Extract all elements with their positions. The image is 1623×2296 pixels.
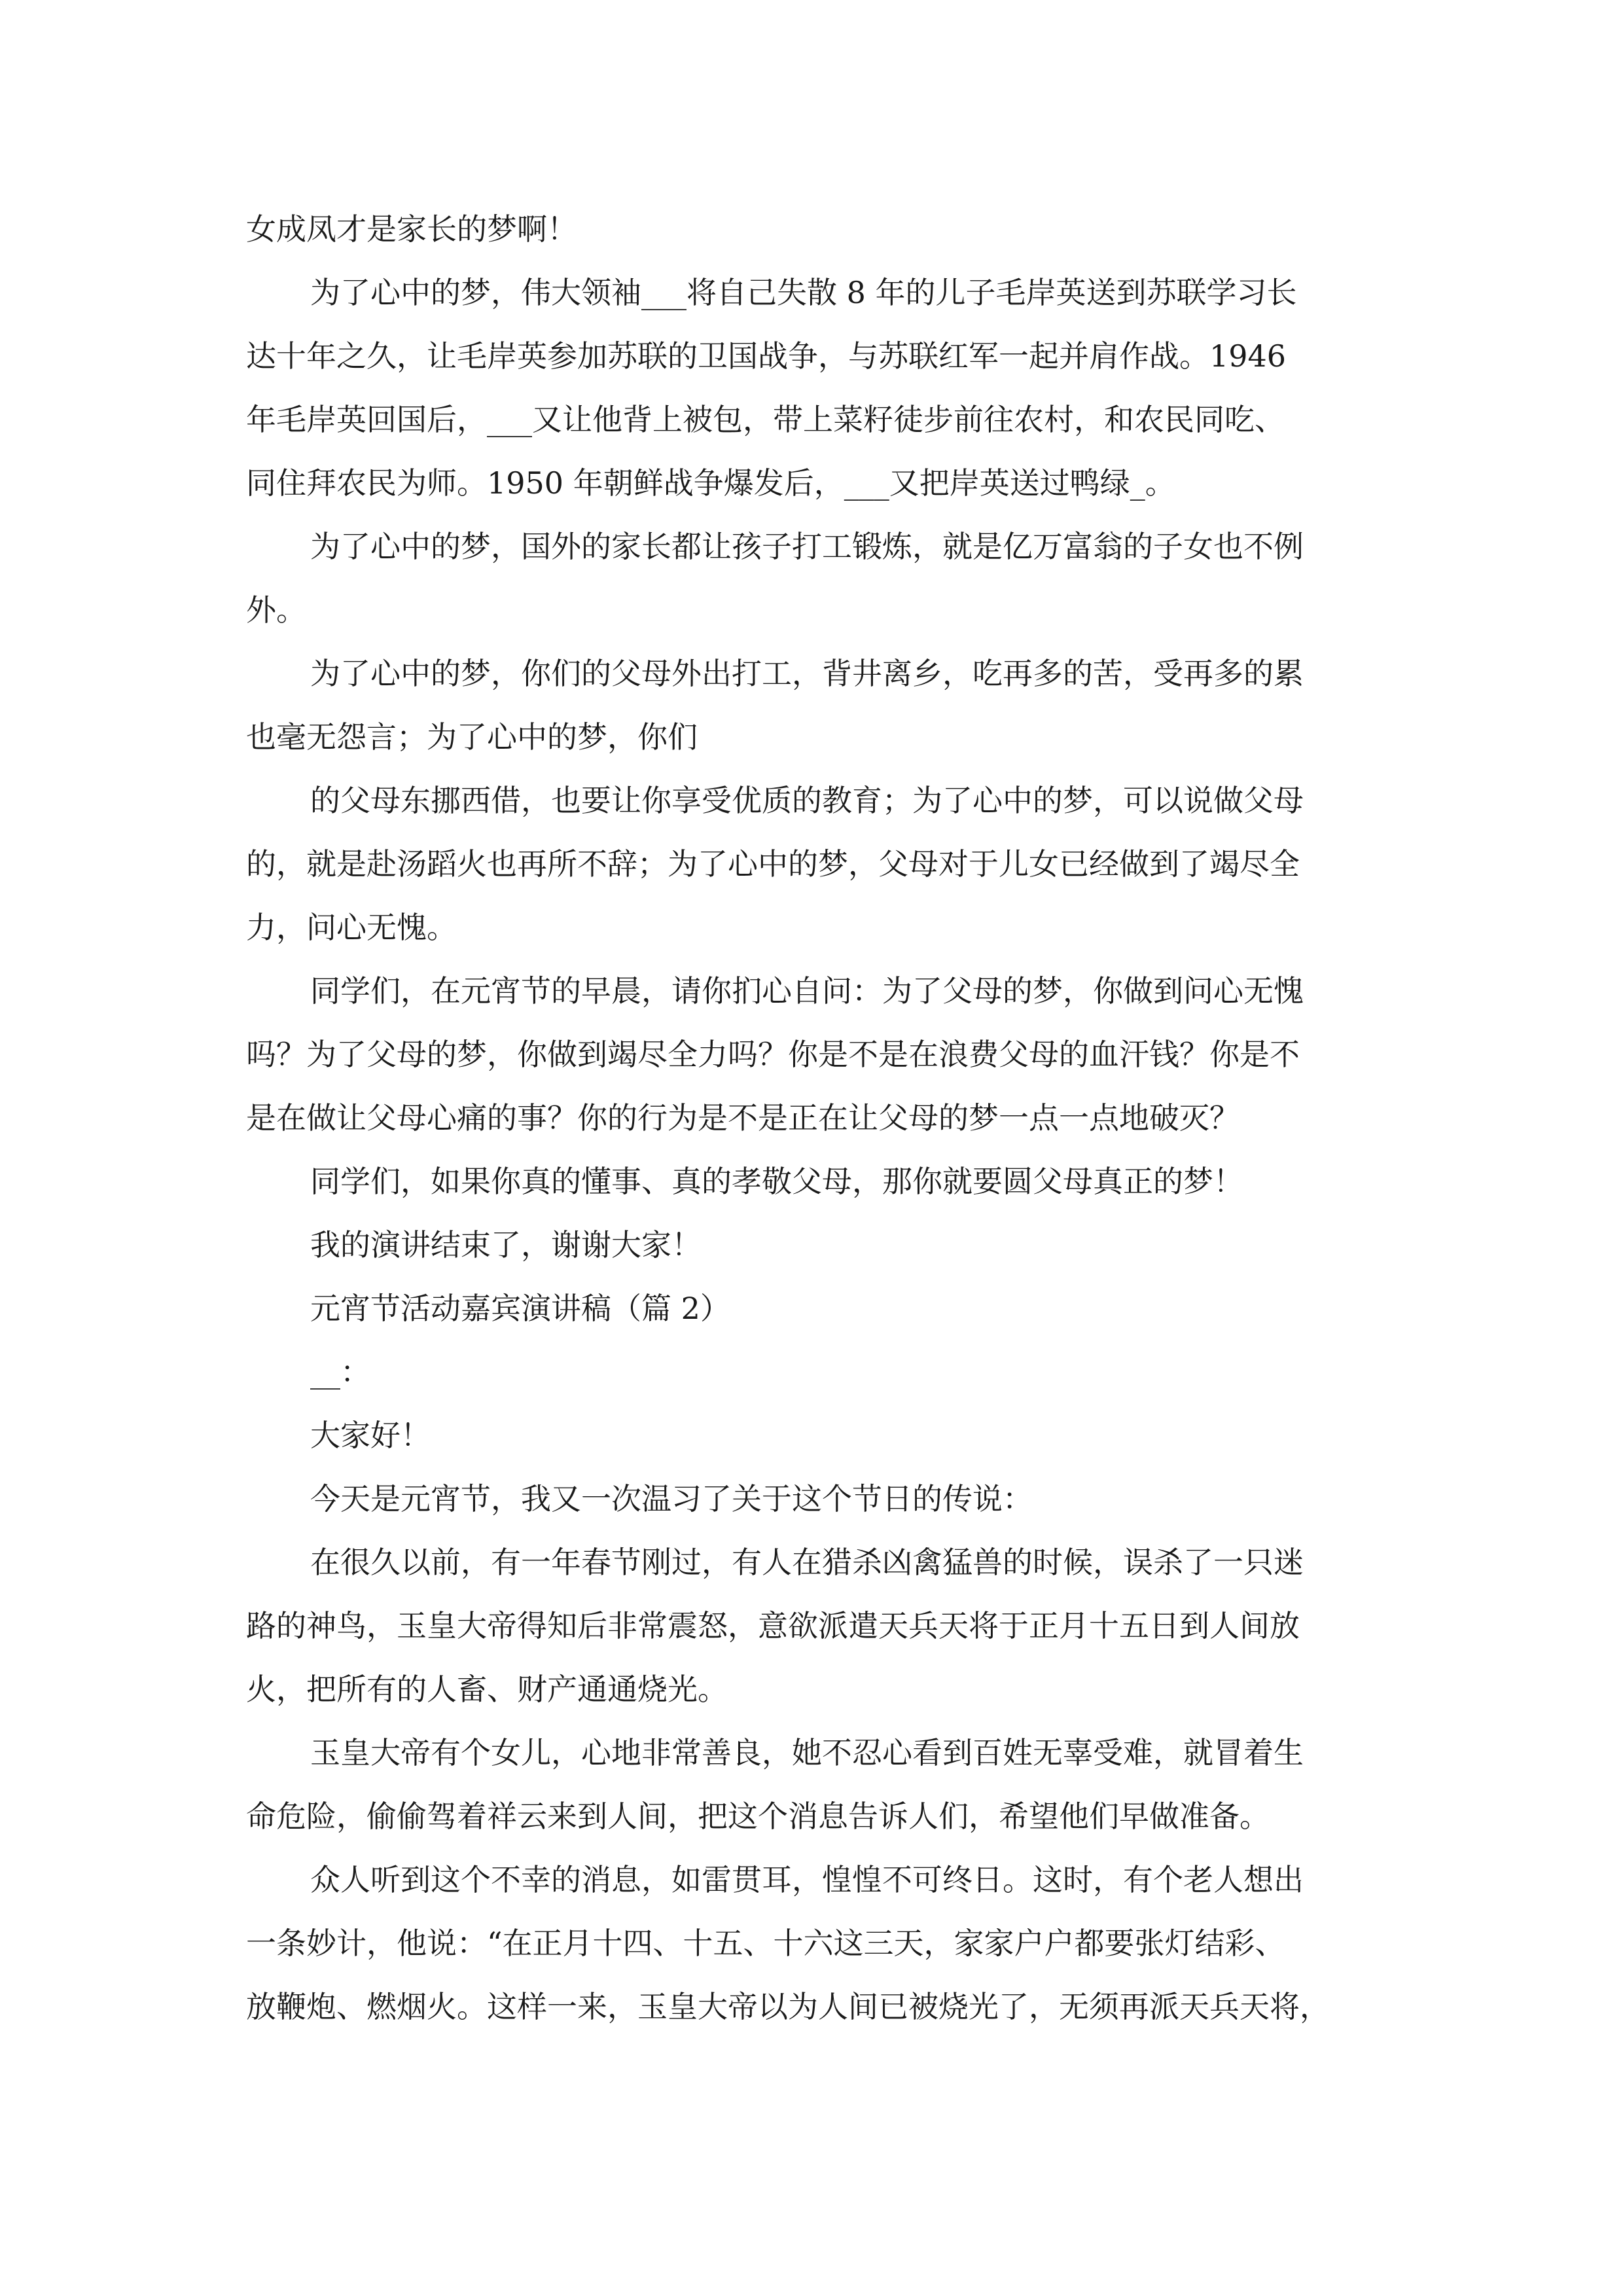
text-line: 一条妙计，他说：“在正月十四、十五、十六这三天，家家户户都要张灯结彩、 — [246, 1926, 1285, 1961]
greeting: 大家好！ — [310, 1418, 431, 1453]
text-line: 为了心中的梦，国外的家长都让孩子打工锻炼，就是亿万富翁的子女也不例 — [310, 529, 1304, 564]
text-line: 玉皇大帝有个女儿，心地非常善良，她不忍心看到百姓无辜受难，就冒着生 — [310, 1735, 1304, 1770]
text-line: 是在做让父母心痛的事？你的行为是不是正在让父母的梦一点一点地破灭？ — [246, 1100, 1240, 1136]
text-line: 达十年之久，让毛岸英参加苏联的卫国战争，与苏联红军一起并肩作战。1946 — [246, 338, 1287, 374]
text-line: 同住拜农民为师。1950 年朝鲜战争爆发后，___又把岸英送过鸭绿_。 — [246, 465, 1175, 501]
text-line: 年毛岸英回国后，___又让他背上被包，带上菜籽徒步前往农村，和农民同吃、 — [246, 402, 1285, 437]
text-line: 女成凤才是家长的梦啊！ — [246, 211, 577, 247]
text-line: 为了心中的梦，伟大领袖___将自己失散 8 年的儿子毛岸英送到苏联学习长 — [310, 275, 1297, 310]
text-line: 也毫无怨言；为了心中的梦，你们 — [246, 719, 698, 755]
document-body — [246, 198, 1378, 2039]
section-heading: 元宵节活动嘉宾演讲稿（篇 2） — [310, 1291, 730, 1326]
text-line: 吗？为了父母的梦，你做到竭尽全力吗？你是不是在浪费父母的血汗钱？你是不 — [246, 1037, 1300, 1072]
text-line: 路的神鸟，玉皇大帝得知后非常震怒，意欲派遣天兵天将于正月十五日到人间放 — [246, 1608, 1300, 1643]
salutation-blank: __： — [310, 1354, 370, 1390]
text-line: 放鞭炮、燃烟火。这样一来，玉皇大帝以为人间已被烧光了，无须再派天兵天将， — [246, 1989, 1330, 2024]
text-line: 命危险，偷偷驾着祥云来到人间，把这个消息告诉人们，希望他们早做准备。 — [246, 1799, 1270, 1834]
text-line: 为了心中的梦，你们的父母外出打工，背井离乡，吃再多的苦，受再多的累 — [310, 656, 1304, 691]
text-line: 在很久以前，有一年春节刚过，有人在猎杀凶禽猛兽的时候，误杀了一只迷 — [310, 1545, 1304, 1580]
text-line: 的父母东挪西借，也要让你享受优质的教育；为了心中的梦，可以说做父母 — [310, 783, 1304, 818]
text-line: 众人听到这个不幸的消息，如雷贯耳，惶惶不可终日。这时，有个老人想出 — [310, 1862, 1304, 1897]
text-line: 外。 — [246, 592, 306, 628]
text-line: 力，问心无愧。 — [246, 910, 457, 945]
text-line: 同学们，在元宵节的早晨，请你扪心自问：为了父母的梦，你做到问心无愧 — [310, 973, 1304, 1009]
text-line: 的，就是赴汤蹈火也再所不辞；为了心中的梦，父母对于儿女已经做到了竭尽全 — [246, 846, 1300, 882]
text-line: 同学们，如果你真的懂事、真的孝敬父母，那你就要圆父母真正的梦！ — [310, 1164, 1243, 1199]
text-line: 我的演讲结束了，谢谢大家！ — [310, 1227, 702, 1263]
text-line: 火，把所有的人畜、财产通通烧光。 — [246, 1672, 728, 1707]
text-line: 今天是元宵节，我又一次温习了关于这个节日的传说： — [310, 1481, 1033, 1516]
